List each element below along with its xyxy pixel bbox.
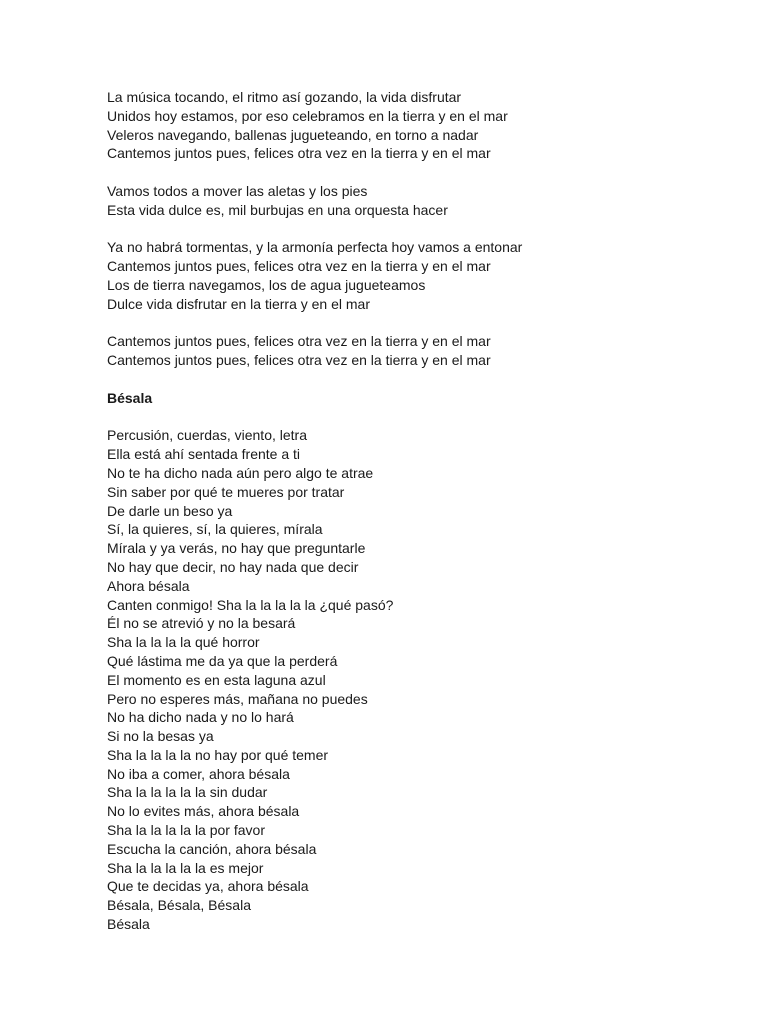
lyric-line: No lo evites más, ahora bésala bbox=[107, 803, 300, 820]
lyric-line: Percusión, cuerdas, viento, letra bbox=[107, 427, 307, 444]
lyric-line: Bésala bbox=[107, 916, 150, 933]
lyric-line: Los de tierra navegamos, los de agua jugueteamos bbox=[107, 276, 426, 293]
song2-lyrics bbox=[107, 426, 727, 934]
lyric-line: Veleros navegando, ballenas jugueteando, en torno a nadar bbox=[107, 126, 479, 143]
lyric-line: Esta vida dulce es, mil burbujas en una orquesta hacer bbox=[107, 201, 448, 218]
lyric-line: Ya no habrá tormentas, y la armonía perfecta hoy vamos a entonar bbox=[107, 239, 523, 256]
song-title: Bésala bbox=[107, 389, 153, 406]
stanza bbox=[107, 332, 727, 370]
lyric-line: Sha la la la la qué horror bbox=[107, 634, 260, 651]
stanza bbox=[107, 182, 727, 220]
lyric-line: No ha dicho nada y no lo hará bbox=[107, 709, 294, 726]
lyric-line: Unidos hoy estamos, por eso celebramos en la tierra y en el mar bbox=[107, 107, 508, 124]
lyric-line: Canten conmigo! Sha la la la la la ¿qué pasó? bbox=[107, 596, 394, 613]
lyric-line: Sha la la la la la por favor bbox=[107, 822, 265, 839]
lyric-line: Vamos todos a mover las aletas y los pies bbox=[107, 182, 368, 199]
lyric-line: Que te decidas ya, ahora bésala bbox=[107, 878, 309, 895]
lyric-line: Mírala y ya verás, no hay que preguntarle bbox=[107, 540, 366, 557]
lyric-line: Cantemos juntos pues, felices otra vez en la tierra y en el mar bbox=[107, 145, 491, 162]
lyric-line: Sha la la la la no hay por qué temer bbox=[107, 746, 329, 763]
lyric-line: Sha la la la la la es mejor bbox=[107, 859, 264, 876]
lyric-line: Cantemos juntos pues, felices otra vez en la tierra y en el mar bbox=[107, 333, 491, 350]
lyric-line: Sí, la quieres, sí, la quieres, mírala bbox=[107, 521, 323, 538]
lyric-line: Cantemos juntos pues, felices otra vez en la tierra y en el mar bbox=[107, 258, 491, 275]
stanza bbox=[107, 88, 727, 163]
lyric-line: Escucha la canción, ahora bésala bbox=[107, 840, 317, 857]
lyric-line: No hay que decir, no hay nada que decir bbox=[107, 558, 359, 575]
song1-lyrics bbox=[107, 88, 727, 370]
lyric-line: No te ha dicho nada aún pero algo te atrae bbox=[107, 464, 374, 481]
lyric-line: De darle un beso ya bbox=[107, 502, 233, 519]
lyric-line: Si no la besas ya bbox=[107, 728, 214, 745]
lyric-line: No iba a comer, ahora bésala bbox=[107, 765, 290, 782]
lyric-line: Sin saber por qué te mueres por tratar bbox=[107, 483, 345, 500]
lyric-line: El momento es en esta laguna azul bbox=[107, 671, 326, 688]
lyric-line: Bésala, Bésala, Bésala bbox=[107, 897, 251, 914]
lyric-line: Dulce vida disfrutar en la tierra y en el mar bbox=[107, 295, 370, 312]
lyric-line: Cantemos juntos pues, felices otra vez en la tierra y en el mar bbox=[107, 352, 491, 369]
lyric-line: Sha la la la la la sin dudar bbox=[107, 784, 268, 801]
lyric-line: Ahora bésala bbox=[107, 577, 190, 594]
lyric-line: Pero no esperes más, mañana no puedes bbox=[107, 690, 368, 707]
lyric-line: Él no se atrevió y no la besará bbox=[107, 615, 296, 632]
lyric-line: Ella está ahí sentada frente a ti bbox=[107, 446, 301, 463]
lyrics-page bbox=[107, 88, 727, 934]
lyric-line: Qué lástima me da ya que la perderá bbox=[107, 652, 338, 669]
stanza bbox=[107, 238, 727, 313]
lyric-line: La música tocando, el ritmo así gozando, la vida disfrutar bbox=[107, 89, 462, 105]
